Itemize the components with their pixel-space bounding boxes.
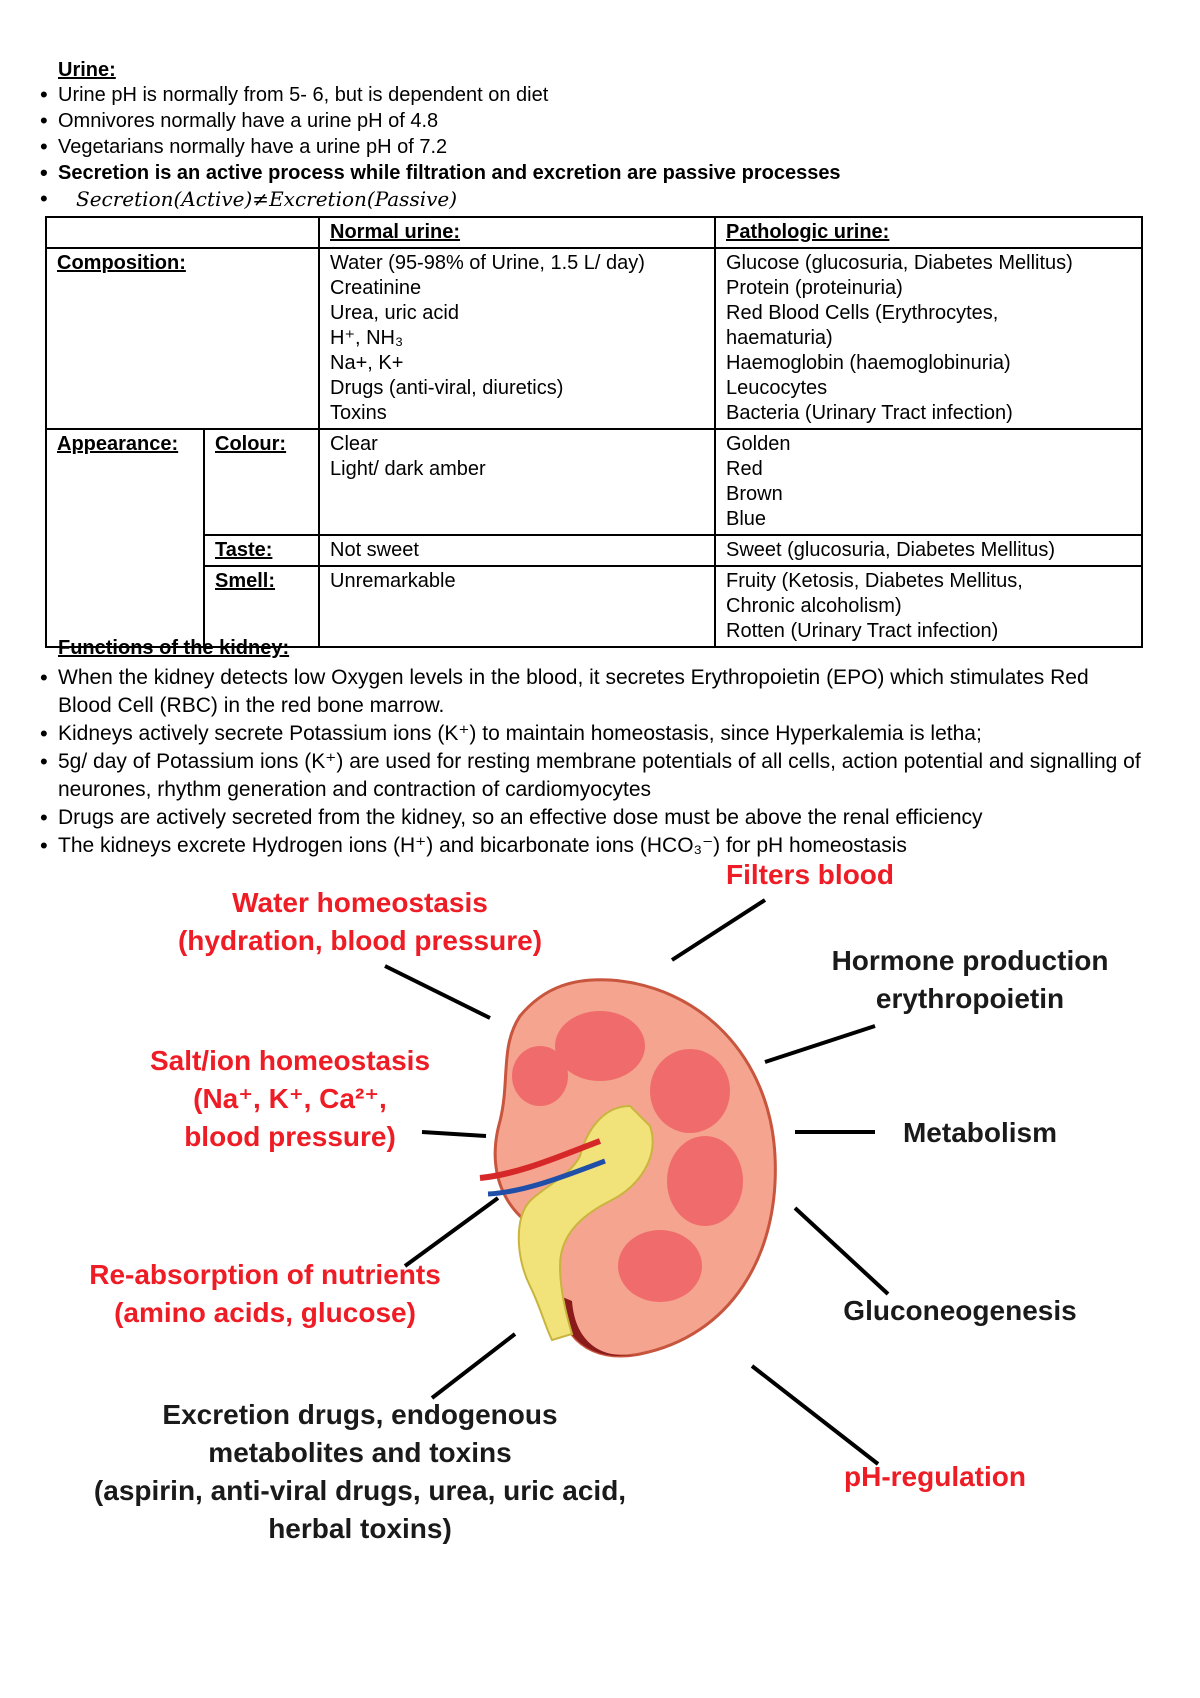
cell-line: Na+, K+ (330, 352, 404, 374)
row-label-smell: Smell: (204, 566, 319, 647)
cell-line: Bacteria (Urinary Tract infection) (726, 402, 1013, 424)
list-item-formula (38, 186, 841, 213)
list-item: • Omnivores normally have a urine pH of 4.8 (38, 108, 841, 134)
cell-line: Glucose (glucosuria, Diabetes Mellitus) (726, 252, 1073, 274)
label-salt-ion-homeostasis (120, 1042, 460, 1156)
connector-line (795, 1208, 888, 1294)
table-cell-empty (46, 217, 319, 248)
colour-normal-cell (319, 429, 715, 535)
cell-line: haematuria) (726, 327, 833, 349)
smell-pathologic-cell (715, 566, 1142, 647)
pyramid (555, 1011, 645, 1081)
cell-line: Chronic alcoholism) (726, 595, 902, 617)
table-row (46, 429, 1142, 535)
table-row (46, 535, 1142, 566)
composition-normal-cell (319, 248, 715, 429)
label-line: (aspirin, anti-viral drugs, urea, uric acid, (93, 1475, 627, 1506)
label-line: herbal toxins) (268, 1513, 452, 1544)
column-header-pathologic: Pathologic urine: (715, 217, 1142, 248)
formula: Secretion(Active)≠Excretion(Passive) (76, 187, 458, 211)
column-header-normal: Normal urine: (319, 217, 715, 248)
connector-line (672, 900, 765, 960)
cell-line: Clear (330, 433, 378, 455)
cell-line: Haemoglobin (haemoglobinuria) (726, 352, 1011, 374)
label-line: Water homeostasis (232, 887, 488, 918)
list-item: • Kidneys actively secrete Potassium ions (K⁺) to maintain homeostasis, since Hyperkalemia is letha; (38, 720, 1148, 748)
cell-line: Toxins (330, 402, 387, 424)
cell-line: Rotten (Urinary Tract infection) (726, 620, 999, 642)
label-line: erythropoietin (875, 983, 1065, 1014)
list-item: • Vegetarians normally have a urine pH of 7.2 (38, 134, 841, 160)
cell-line: Blue (726, 508, 767, 530)
label-ph-regulation: pH-regulation (844, 1461, 1026, 1492)
label-line: (hydration, blood pressure) (177, 925, 543, 956)
connector-line (432, 1334, 515, 1398)
cell-line: Brown (726, 483, 783, 505)
taste-normal-cell: Not sweet (319, 535, 715, 566)
connector-line (765, 1026, 875, 1062)
label-line: Excretion drugs, endogenous (162, 1399, 558, 1430)
connector-line (752, 1366, 878, 1464)
list-item: • Drugs are actively secreted from the kidney, so an effective dose must be above the renal efficiency (38, 804, 1148, 832)
list-item-bold: • Secretion is an active process while filtration and excretion are passive processes (38, 160, 841, 186)
cell-line: Red Blood Cells (Erythrocytes, (726, 302, 999, 324)
urine-heading: Urine: (58, 59, 116, 81)
label-line: blood pressure) (184, 1121, 396, 1152)
taste-pathologic-cell: Sweet (glucosuria, Diabetes Mellitus) (715, 535, 1142, 566)
table-row (46, 217, 1142, 248)
cell-line: H⁺, NH₃ (330, 327, 404, 349)
label-hormone-production (805, 942, 1135, 1018)
cell-line: Light/ dark amber (330, 458, 486, 480)
pyramid (512, 1046, 568, 1106)
table-row (46, 248, 1142, 429)
list-item: • Urine pH is normally from 5- 6, but is dependent on diet (38, 82, 841, 108)
label-excretion (40, 1396, 680, 1548)
urine-bullet-list (38, 82, 841, 213)
row-label-composition: Composition: (46, 248, 319, 429)
label-filters-blood: Filters blood (726, 859, 894, 890)
pyramid (650, 1049, 730, 1133)
label-line: Re-absorption of nutrients (89, 1259, 441, 1290)
label-line: metabolites and toxins (208, 1437, 512, 1468)
cell-line: Golden (726, 433, 791, 455)
label-metabolism: Metabolism (902, 1117, 1058, 1148)
label-water-homeostasis (140, 884, 580, 960)
list-item: • When the kidney detects low Oxygen levels in the blood, it secretes Erythropoietin (EPO) which stimulates Red Blood Cell (RBC) in the red bone marrow. (38, 664, 1148, 720)
row-label-colour: Colour: (204, 429, 319, 535)
row-label-taste: Taste: (204, 535, 319, 566)
table-row (46, 566, 1142, 647)
cell-line: Fruity (Ketosis, Diabetes Mellitus, (726, 570, 1023, 592)
cell-line: Drugs (anti-viral, diuretics) (330, 377, 564, 399)
label-reabsorption (45, 1256, 485, 1332)
label-line: Salt/ion homeostasis (149, 1045, 431, 1076)
label-gluconeogenesis: Gluconeogenesis (843, 1295, 1077, 1326)
urine-table (45, 216, 1143, 648)
functions-heading: Functions of the kidney: (58, 637, 290, 659)
kidney-functions-diagram (0, 856, 1200, 1576)
colour-pathologic-cell (715, 429, 1142, 535)
connector-line (385, 966, 490, 1018)
smell-normal-cell: Unremarkable (319, 566, 715, 647)
list-item: • The kidneys excrete Hydrogen ions (H⁺) and bicarbonate ions (HCO₃⁻) for pH homeostasis (38, 832, 1148, 860)
cell-line: Leucocytes (726, 377, 828, 399)
cell-line: Protein (proteinuria) (726, 277, 903, 299)
cell-line: Water (95-98% of Urine, 1.5 L/ day) (330, 252, 645, 274)
composition-pathologic-cell (715, 248, 1142, 429)
pyramid (618, 1230, 702, 1302)
pyramid (667, 1136, 743, 1226)
cell-line: Creatinine (330, 277, 422, 299)
functions-bullet-list (38, 664, 1148, 860)
cell-line: Red (726, 458, 763, 480)
list-item: • 5g/ day of Potassium ions (K⁺) are used for resting membrane potentials of all cells, action potential and signalling of neurones, rhythm generation and contraction of cardiomyocytes (38, 748, 1148, 804)
label-line: (amino acids, glucose) (114, 1297, 416, 1328)
row-label-appearance: Appearance: (46, 429, 204, 647)
label-line: Hormone production (831, 945, 1109, 976)
label-line: (Na⁺, K⁺, Ca²⁺, (193, 1083, 387, 1114)
cell-line: Urea, uric acid (330, 302, 459, 324)
